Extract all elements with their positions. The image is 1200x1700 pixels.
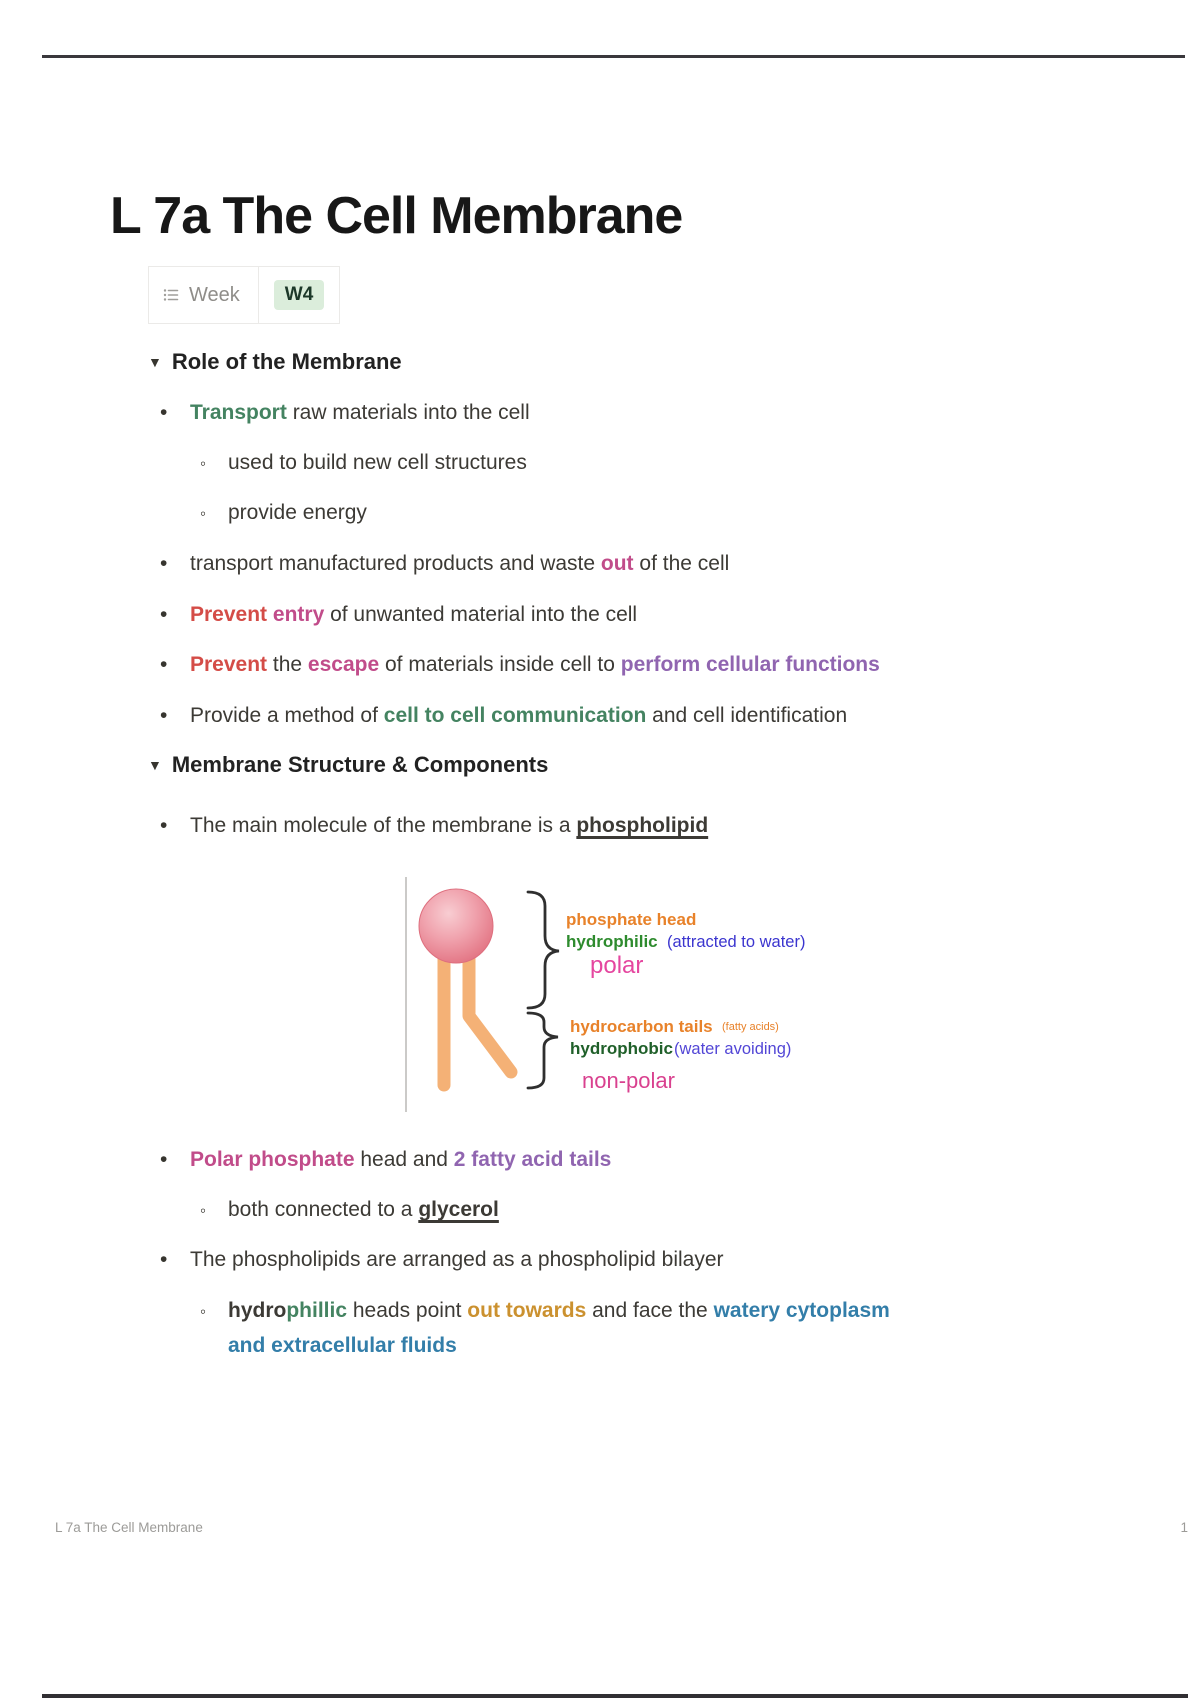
list-item-text: Provide a method of cell to cell communication and cell identification: [190, 704, 848, 727]
hydrocarbon-tails-label: hydrocarbon tails: [570, 1017, 713, 1036]
bullet-icon: •: [160, 1248, 168, 1271]
list-item-text: both connected to a glycerol: [228, 1198, 499, 1221]
bullet-icon: •: [160, 1148, 168, 1171]
list-item: [148, 498, 1098, 528]
list-item-text: Polar phosphate head and 2 fatty acid tails: [190, 1148, 612, 1171]
list-item-text: Prevent the escape of materials inside cell to perform cellular functions: [190, 653, 880, 676]
bullet-icon: •: [160, 704, 168, 727]
hydrophilic-label: hydrophilic: [566, 932, 658, 951]
footer-page-number: 1: [1180, 1520, 1188, 1535]
list-item-text: provide energy: [228, 501, 367, 524]
bullet-icon: •: [160, 603, 168, 626]
list-item: [148, 549, 1098, 579]
list-item-text: Transport raw materials into the cell: [190, 401, 530, 424]
bullet-icon: ◦: [200, 504, 207, 523]
property-value-cell[interactable]: [258, 267, 340, 323]
toggle-triangle-icon[interactable]: ▼: [148, 354, 162, 370]
week-tag[interactable]: W4: [274, 280, 325, 311]
phospholipid-diagram: [370, 855, 850, 1117]
list-item: [148, 1293, 1098, 1363]
list-item-text: hydrophillic heads point out towards and face the watery cytoplasm and extracellular fluids: [228, 1299, 890, 1357]
page-title: L 7a The Cell Membrane: [110, 186, 683, 245]
section-heading: Role of the Membrane: [171, 349, 402, 374]
property-label: Week: [189, 283, 240, 306]
toggle-heading-structure[interactable]: [148, 750, 548, 780]
list-item: [148, 811, 1098, 841]
bullet-icon: ◦: [200, 1201, 207, 1220]
bullet-icon: ◦: [200, 454, 207, 473]
list-item-text: Prevent entry of unwanted material into the cell: [190, 603, 638, 626]
list-item: [148, 600, 1098, 630]
list-item: [148, 701, 1098, 731]
water-avoiding-label: (water avoiding): [674, 1040, 792, 1058]
bullet-icon: ◦: [200, 1302, 207, 1321]
list-item: [148, 1245, 1098, 1275]
toggle-triangle-icon[interactable]: ▼: [148, 757, 162, 773]
bullet-icon: •: [160, 401, 168, 424]
section-heading: Membrane Structure & Components: [171, 752, 549, 777]
bullet-icon: •: [160, 814, 168, 837]
list-item: [148, 448, 1098, 478]
polar-label: polar: [590, 952, 644, 979]
top-divider: [42, 55, 1185, 58]
bullet-icon: •: [160, 552, 168, 575]
attracted-to-water-label: (attracted to water): [667, 933, 806, 951]
nonpolar-brace: [528, 1013, 558, 1088]
phospholipid-diagram-svg: [370, 855, 850, 1117]
property-key-week: [149, 267, 258, 323]
list-item-text: used to build new cell structures: [228, 451, 527, 474]
phosphate-head-label: phosphate head: [566, 910, 697, 929]
toggle-heading-role[interactable]: [148, 347, 402, 377]
list-item: [148, 650, 1098, 680]
list-item: [148, 398, 1098, 428]
non-polar-label: non-polar: [582, 1068, 675, 1093]
fatty-acids-label: (fatty acids): [722, 1021, 779, 1033]
footer-title: L 7a The Cell Membrane: [55, 1520, 203, 1535]
list-item: [148, 1145, 1098, 1175]
list-item-text: The phospholipids are arranged as a phospholipid bilayer: [190, 1248, 724, 1271]
phosphate-head-circle: [419, 889, 493, 963]
bullet-icon: •: [160, 653, 168, 676]
list-item: [148, 1195, 1098, 1225]
list-item-text: transport manufactured products and waste out of the cell: [190, 552, 730, 575]
hydrophobic-label: hydrophobic: [570, 1039, 673, 1058]
polar-brace: [528, 892, 559, 1008]
fatty-acid-tail-kinked: [469, 958, 511, 1072]
bulleted-list-icon: [162, 286, 180, 304]
bottom-divider: [42, 1694, 1188, 1698]
list-item-text: The main molecule of the membrane is a phospholipid: [190, 814, 709, 837]
page-properties: [148, 266, 340, 324]
